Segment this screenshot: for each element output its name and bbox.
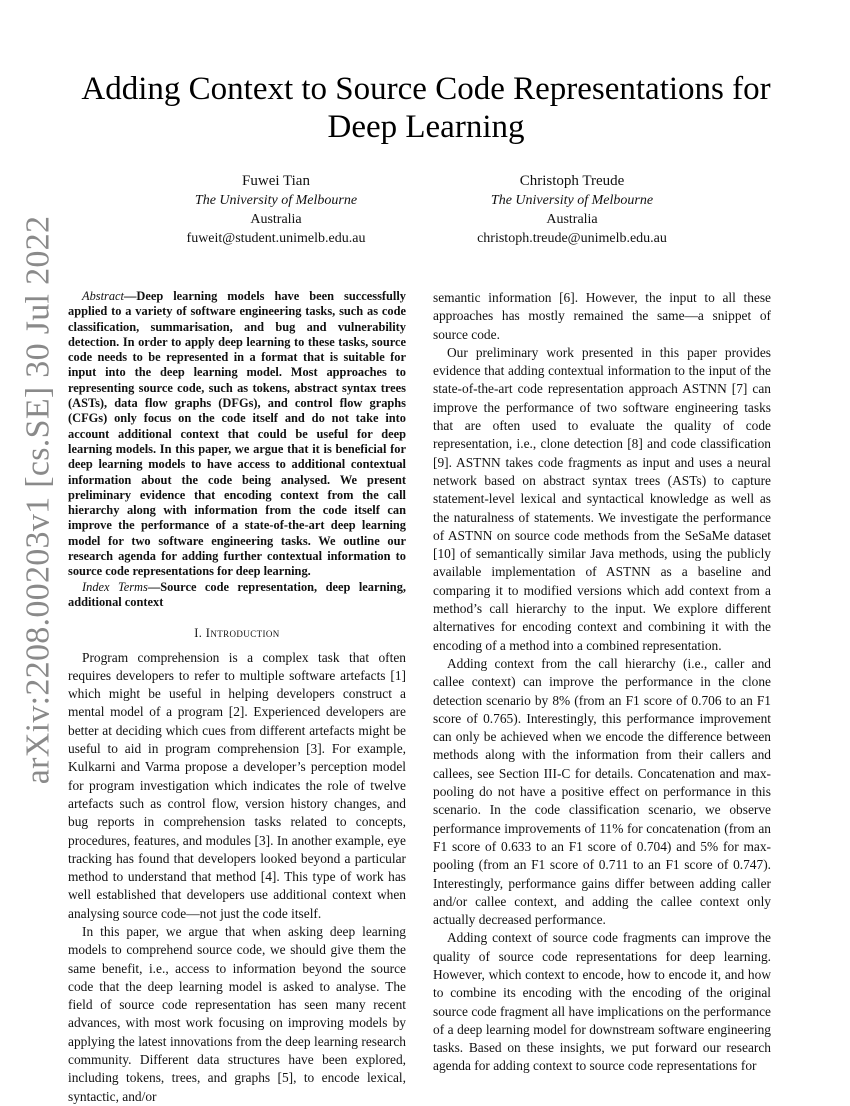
- author-2: [422, 172, 722, 248]
- index-terms-text: —Source code representation, deep learning, additional context: [68, 579, 406, 609]
- body-paragraph: Adding context from the call hierarchy (i.e., caller and callee context) can improve the performance in the clone detection scenario by 8% (from an F1 score of 0.706 to an F1 score of 0.765). Interestingly, this performance improvement can only be achieved when we encode the difference between methods along with the information from their callers and callees, see Section III-C for details. Concatenation and max-pooling do not have a positive effect on performance in this scenario. In the code classification scenario, we observe performance improvements of 11% for concatenation (from an F1 score of 0.633 to an F1 score of 0.704) and 5% for max-pooling (from an F1 score of 0.711 to an F1 score of 0.747). Interestingly, performance gains differ between adding caller and/or callee context, and adding the callee context only actually decreased performance.: [433, 655, 771, 928]
- left-column: [68, 289, 406, 1106]
- index-terms: [68, 580, 406, 611]
- index-terms-label: Index Terms: [82, 579, 148, 594]
- author-name: Christoph Treude: [519, 173, 625, 189]
- author-1: [126, 172, 426, 248]
- body-paragraph: In this paper, we argue that when asking deep learning models to comprehend source code, we should give them the same benefit, i.e., access to information beyond the source code that the deep learning model is asked to analyse. The field of source code representation has seen many recent advances, with most work focusing on improving models by applying the latest innovations from the deep learning research community. Different data structures have been explored, including tokens, trees, and graphs [5], to encode lexical, syntactic, and/or: [68, 923, 406, 1104]
- section-heading-introduction: I. Introduction: [194, 626, 280, 641]
- body-paragraph: Adding context of source code fragments can improve the quality of source code representations for deep learning. However, which context to encode, how to encode it, and how to combine its encoding with the encoding of the original source code fragment all have implications on the performance of a deep learning model for downstream software engineering tasks. Based on these insights, we put forward our research agenda for adding context to source code representations for: [433, 930, 771, 1074]
- author-affiliation: The University of Melbourne: [490, 193, 654, 208]
- author-country: Australia: [250, 212, 302, 227]
- author-name: Fuwei Tian: [242, 173, 310, 189]
- body-paragraph: Program comprehension is a complex task that often requires developers to refer to multiple software artefacts [1] which might be useful in helping developers construct a mental model of a program [2]. Experienced developers are better at deciding which cues from different artefacts might be useful to aid in program comprehension [3]. For example, Kulkarni and Varma propose a developer’s perception model for program investigation which indicates the role of twelve artefacts such as control flow, version history changes, and bug reports in comprehension tasks related to concepts, procedures, features, and modules [3]. In another example, eye tracking has found that developers looked beyond a particular method to understand that method [4]. This type of work has well established that developers use additional context when analysing source code—not just the code itself.: [68, 649, 406, 921]
- author-email: fuweit@student.unimelb.edu.au: [186, 231, 366, 246]
- arxiv-identifier-text: arXiv:2208.00203v1 [cs.SE] 30 Jul 2022: [19, 215, 56, 785]
- author-affiliation: The University of Melbourne: [194, 193, 358, 208]
- abstract-label: Abstract: [82, 289, 124, 303]
- arxiv-identifier-stamp: [8, 215, 68, 785]
- body-paragraph: Our preliminary work presented in this paper provides evidence that adding contextual information to the input of the state-of-the-art code representation approach ASTNN [7] can improve the performance of two software engineering tasks that are often used to evaluate the quality of code representation, i.e., clone detection [8] and code classification [9]. ASTNN takes code fragments as input and uses a neural network based on abstract syntax trees (ASTs) to capture statement-level lexical and syntactical knowledge as well as the naturalness of statements. We investigate the performance of ASTNN on source code methods from the SeSaMe dataset [10] of semantically similar Java methods, using the publicly available implementation of ASTNN as a baseline and comparing it to modified versions which add context from a method’s call hierarchy to the input. We explore different alternatives for encoding context and combining it with the encoding of a method into a combined representation.: [433, 344, 771, 653]
- abstract-text: —Deep learning models have been successfully applied to a variety of software engineering tasks, such as code classification, summarisation, and bug and vulnerability detection. In order to apply deep learning to these tasks, source code needs to be represented in a format that is suitable for input into the deep learning model. Most approaches to representing source code, such as tokens, abstract syntax trees (ASTs), data flow graphs (DFGs), and control flow graphs (CFGs) only focus on the code itself and do not take into account additional context that could be useful for deep learning models. In this paper, we argue that it is beneficial for deep learning models to have access to additional contextual information about the code being analysed. We present preliminary evidence that encoding context from the call hierarchy along with information from the code itself can improve the performance of a state-of-the-art deep learning model for two software engineering tasks. We outline our research agenda for adding further contextual information to source code representations for deep learning.: [68, 289, 406, 579]
- author-country: Australia: [546, 212, 598, 227]
- abstract: [68, 289, 406, 580]
- author-email: christoph.treude@unimelb.edu.au: [477, 231, 667, 246]
- paper-title: Adding Context to Source Code Representations for Deep Learning: [81, 71, 771, 145]
- right-column: [433, 289, 771, 1076]
- body-paragraph: semantic information [6]. However, the input to all these approaches has mostly remained the same—a snippet of source code.: [433, 290, 771, 342]
